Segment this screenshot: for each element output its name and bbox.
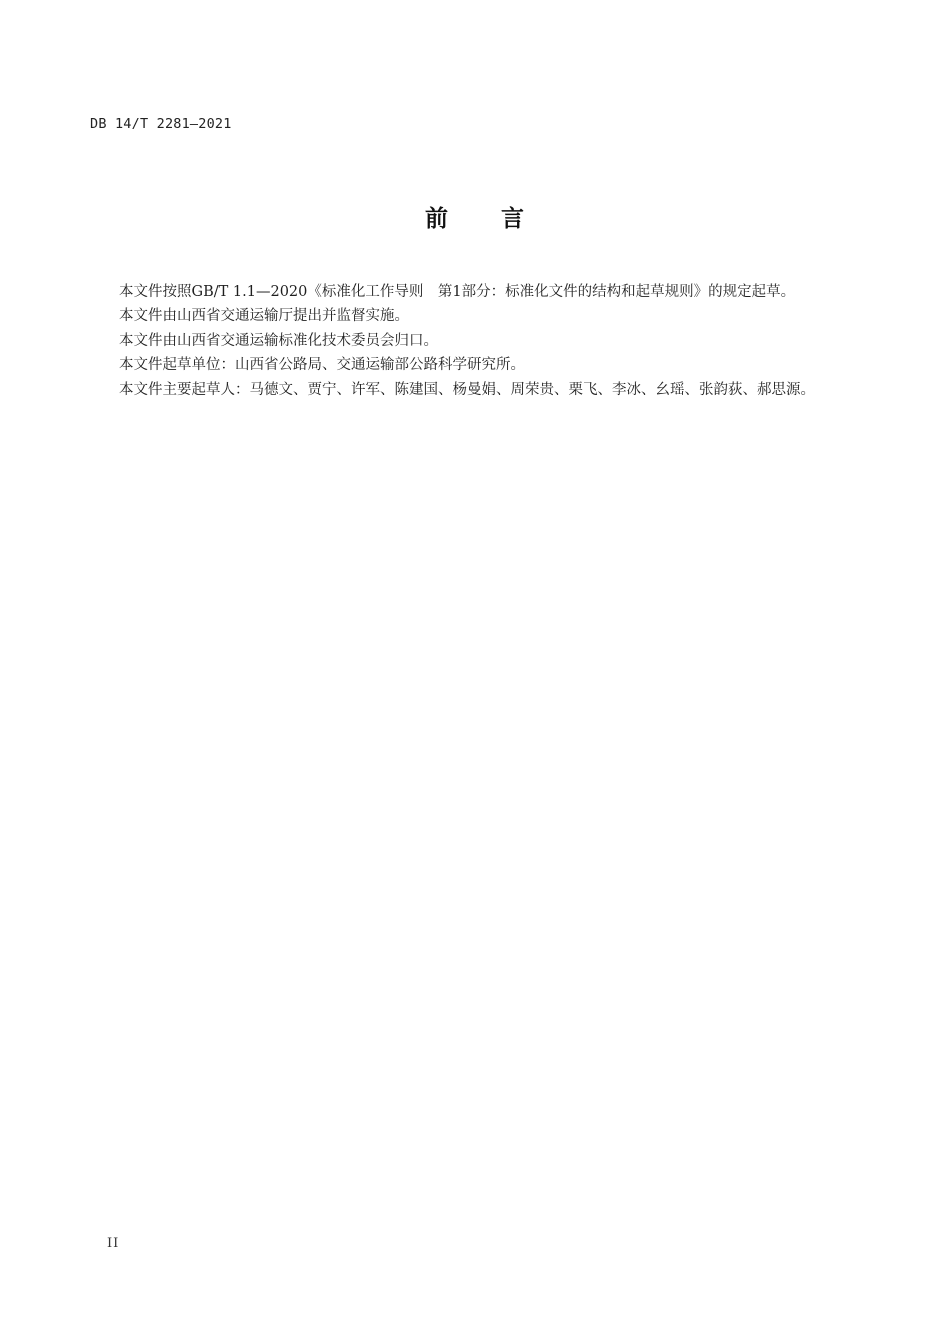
title-char-2: 言 (501, 206, 525, 232)
paragraph-drafting-units: 本文件起草单位：山西省公路局、交通运输部公路科学研究所。 (119, 357, 525, 374)
paragraph-proposer: 本文件由山西省交通运输厅提出并监督实施。 (119, 308, 409, 325)
paragraph-drafting-basis: 本文件按照GB/T 1.1—2020《标准化工作导则 第1部分：标准化文件的结构和起草规则》的规定起草。 (119, 284, 796, 300)
page-number: II (107, 1236, 120, 1251)
paragraph-administrator: 本文件由山西省交通运输标准化技术委员会归口。 (119, 332, 438, 349)
preface-body (90, 280, 842, 402)
document-code: DB 14/T 2281—2021 (90, 116, 232, 132)
page-title (0, 200, 950, 233)
title-char-1: 前 (425, 206, 449, 232)
paragraph-drafters: 本文件主要起草人：马德文、贾宁、许军、陈建国、杨曼娟、周荣贵、栗飞、李冰、幺瑶、张韵荻、郝思源。 (119, 381, 815, 398)
